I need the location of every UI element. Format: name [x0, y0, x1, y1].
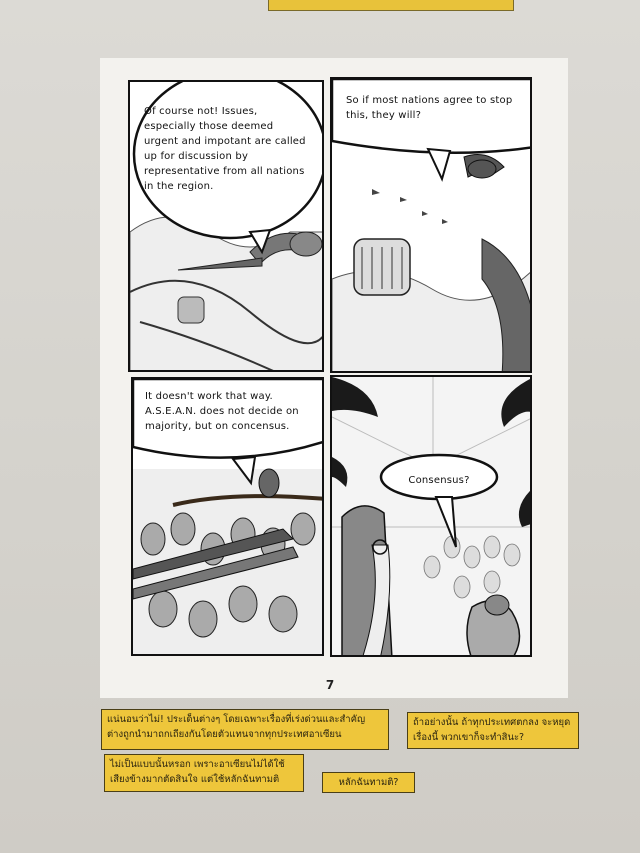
- page-number: 7: [325, 678, 335, 692]
- speech-bubble-text: Of course not! Issues, especially those deemed urgent and impotant are called up for discussion by representative from all nations in the region.: [144, 106, 306, 192]
- comic-panel-4: [330, 375, 532, 657]
- panel-2-illustration: [332, 79, 532, 373]
- comic-panel-3: [131, 377, 324, 656]
- comic-panel-2: [330, 77, 532, 373]
- thai-caption-4: หลักฉันทามติ?: [322, 772, 415, 793]
- comic-panel-1: [128, 80, 324, 372]
- panel-4-illustration: [332, 377, 532, 657]
- top-caption-edge: [268, 0, 514, 11]
- thai-caption-2: ถ้าอย่างนั้น ถ้าทุกประเทศตกลง จะหยุดเรื่องนี้ พวกเขาก็จะทำสินะ?: [407, 712, 579, 749]
- thai-caption-3: ไม่เป็นแบบนั้นหรอก เพราะอาเซียนไม่ได้ใช้ เสียงข้างมากตัดสินใจ แต่ใช้หลักฉันทามติ: [104, 754, 304, 792]
- speech-bubble-text: So if most nations agree to stop this, they will?: [346, 95, 513, 121]
- speech-bubble-text: Consensus?: [408, 475, 470, 486]
- thai-caption-1: แน่นอนว่าไม่! ประเด็นต่างๆ โดยเฉพาะเรื่องที่เร่งด่วนและสำคัญ ต่างถูกนำมาถกเถียงกันโดยตัวแทนจากทุกประเทศอาเซียน: [101, 709, 389, 750]
- speech-bubble-text: It doesn't work that way. A.S.E.A.N. does not decide on majority, but on concensus.: [145, 391, 299, 432]
